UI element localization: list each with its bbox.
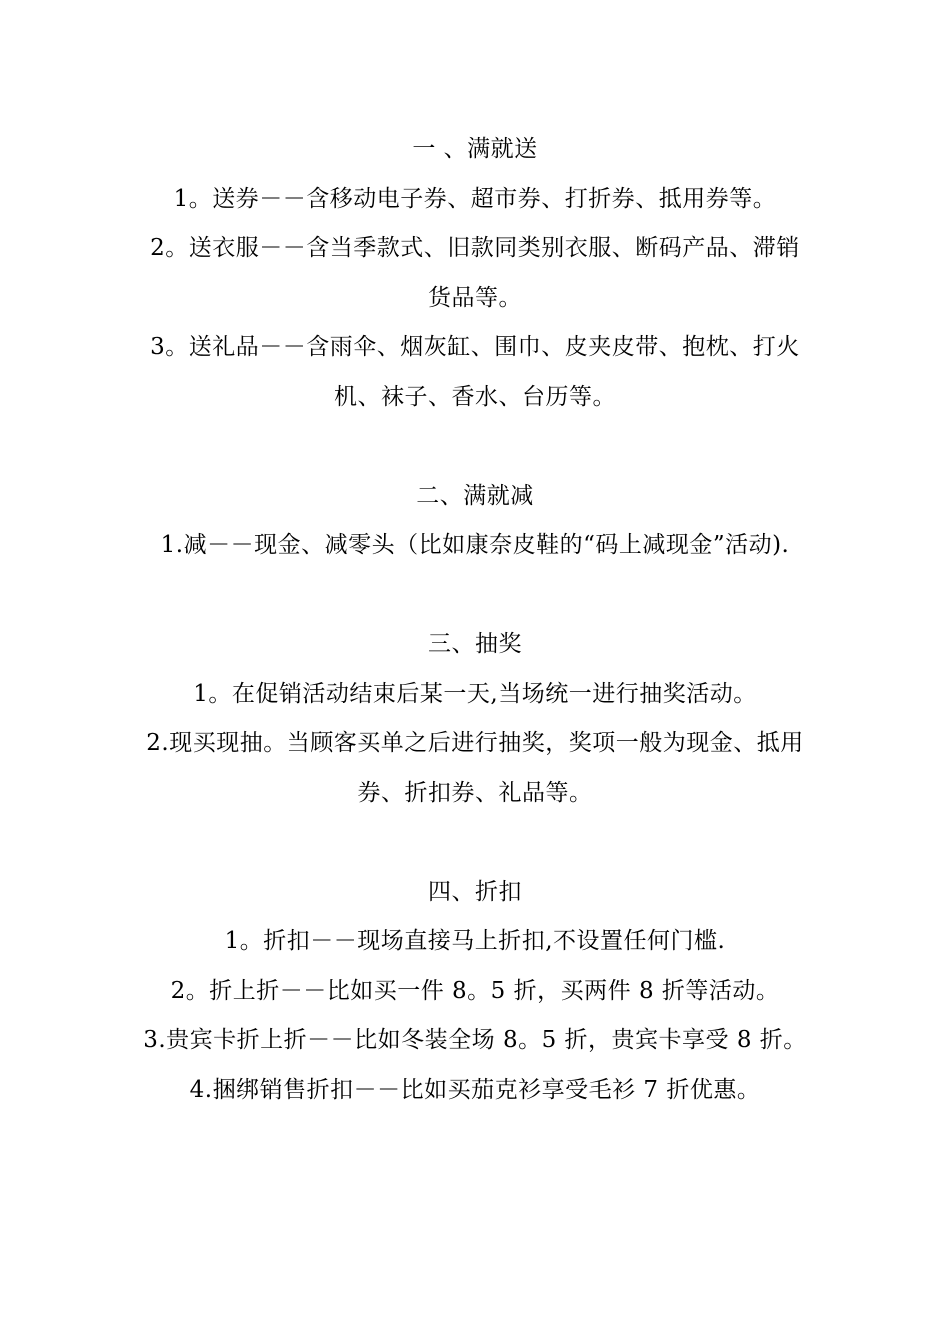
section-title: 一 、满就送 xyxy=(412,136,538,162)
section-item: 3.贵宾卡折上折－－比如冬装全场 8。5 折，贵宾卡享受 8 折。 xyxy=(143,1027,807,1053)
section-item: 2.现买现抽。当顾客买单之后进行抽奖，奖项一般为现金、抵用券、折扣券、礼品等。 xyxy=(146,730,804,806)
section-title: 二、满就减 xyxy=(416,482,534,509)
section-full-discount xyxy=(140,472,810,571)
section-item: 3。送礼品－－含雨伞、烟灰缸、围巾、皮夹皮带、抱枕、打火机、袜子、香水、台历等。 xyxy=(150,334,800,410)
section-item: 1.减－－现金、减零头（比如康奈皮鞋的“码上减现金”活动). xyxy=(160,532,790,558)
section-title: 三、抽奖 xyxy=(428,631,522,657)
document-body xyxy=(140,125,810,1115)
section-item: 1。在促销活动结束后某一天,当场统一进行抽奖活动。 xyxy=(193,680,757,707)
section-lottery xyxy=(140,620,810,818)
section-item: 1。送券－－含移动电子券、超市券、打折券、抵用券等。 xyxy=(173,185,777,212)
section-item: 2。折上折－－比如买一件 8。5 折，买两件 8 折等活动。 xyxy=(170,977,780,1004)
section-full-gift xyxy=(140,125,810,422)
section-discount xyxy=(140,868,810,1116)
section-title: 四、折扣 xyxy=(428,878,522,905)
section-item: 4.捆绑销售折扣－－比如买茄克衫享受毛衫 7 折优惠。 xyxy=(189,1076,761,1103)
section-item: 2。送衣服－－含当季款式、旧款同类别衣服、断码产品、滞销货品等。 xyxy=(150,235,800,311)
section-item: 1。折扣－－现场直接马上折扣,不设置任何门槛. xyxy=(224,928,726,954)
